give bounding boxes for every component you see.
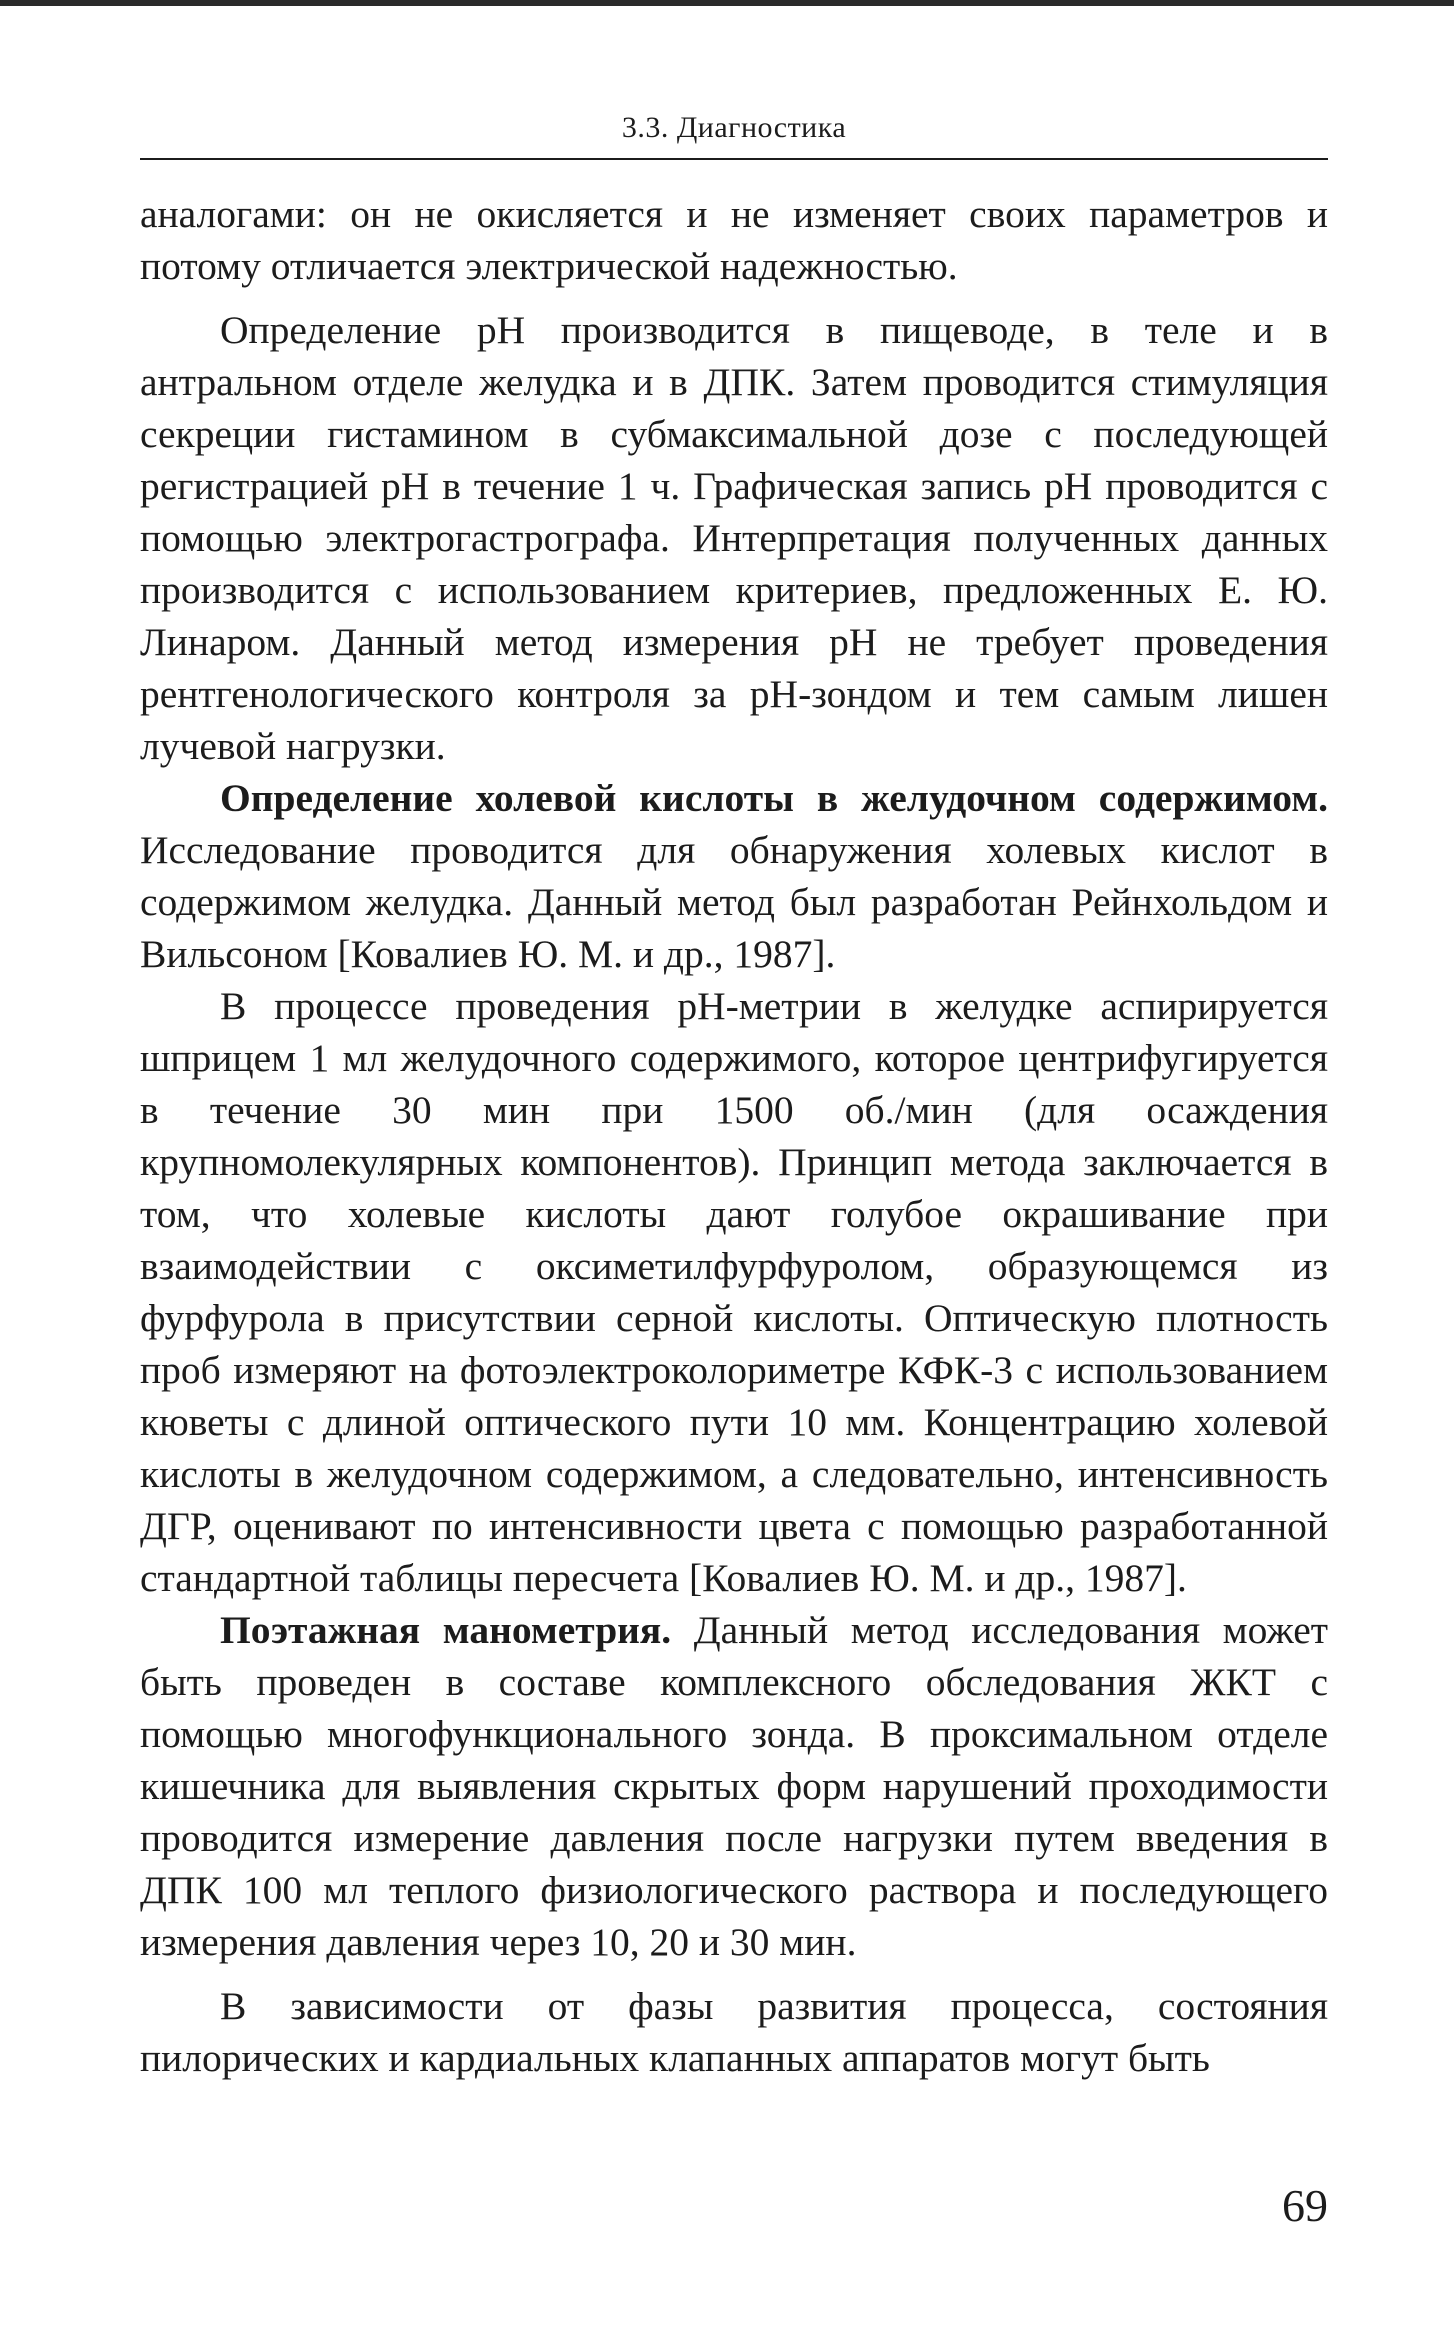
paragraph-cholic-acid [140,772,1328,980]
paragraph-text: В зависимости от фазы развития процесса, состояния пилорических и кардиальных клапанных аппаратов могут быть [140,1984,1328,2080]
paragraph-ph-measurement [140,304,1328,772]
section-lead-heading: Поэтажная манометрия. [220,1608,672,1652]
running-head: 3.3. Диагностика [621,111,847,144]
paragraph-text: Данный метод исследования может быть проведен в составе комплексного обследования ЖКТ с помощью многофункционального зонда. В проксимальном отделе кишечника для выявления скрытых форм нарушений проходимости проводится измерение давления после нагрузки путем введения в ДПК 100 мл теплого физиологического раствора и последующего измерения давления через 10, 20 и 30 мин. [140,1608,1328,1964]
page-number: 69 [1282,2180,1328,2231]
paragraph-text: Исследование проводится для обнаружения холевых кислот в содержимом желудка. Данный метод был разработан Рейнхольдом и Вильсоном [Ковалиев Ю. М. и др., 1987]. [140,828,1328,976]
paragraph-text: аналогами: он не окисляется и не изменяет своих параметров и потому отличается электрической надежностью. [140,192,1328,288]
paragraph-procedure [140,980,1328,1604]
paragraph-text: Определение рН производится в пищеводе, в теле и в антральном отделе желудка и в ДПК. Затем проводится стимуляция секреции гистамином в субмаксимальной дозе с последующей регистрацией рН в течение 1 ч. Графическая запись рН проводится с помощью электрогастрографа. Интерпретация полученных данных производится с использованием критериев, предложенных Е. Ю. Линаром. Данный метод измерения рН не требует проведения рентгенологического контроля за рН-зондом и тем самым лишен лучевой нагрузки. [140,308,1328,768]
paragraph-text: В процессе проведения рН-метрии в желудке аспирируется шприцем 1 мл желудочного содержимого, которое центрифугируется в течение 30 мин при 1500 об./мин (для осаждения крупномолекулярных компонентов). Принцип метода заключается в том, что холевые кислоты дают голубое окрашивание при взаимодействии с оксиметилфурфуролом, образующемся из фурфурола в присутствии серной кислоты. Оптическую плотность проб измеряют на фотоэлектроколориметре КФК-3 с использованием кюветы с длиной оптического пути 10 мм. Концентрацию холевой кислоты в желудочном содержимом, а следовательно, интенсивность ДГР, оценивают по интенсивности цвета с помощью разработанной стандартной таблицы пересчета [Ковалиев Ю. М. и др., 1987]. [140,984,1328,1600]
header-rule [140,158,1328,160]
page-top-edge [0,0,1454,6]
section-lead-heading: Определение холевой кислоты в желудочном содержимом. [220,776,1328,820]
body-text [140,188,1328,2084]
paragraph-phase [140,1980,1328,2084]
paragraph-continuation [140,188,1328,292]
paragraph-manometry [140,1604,1328,1968]
